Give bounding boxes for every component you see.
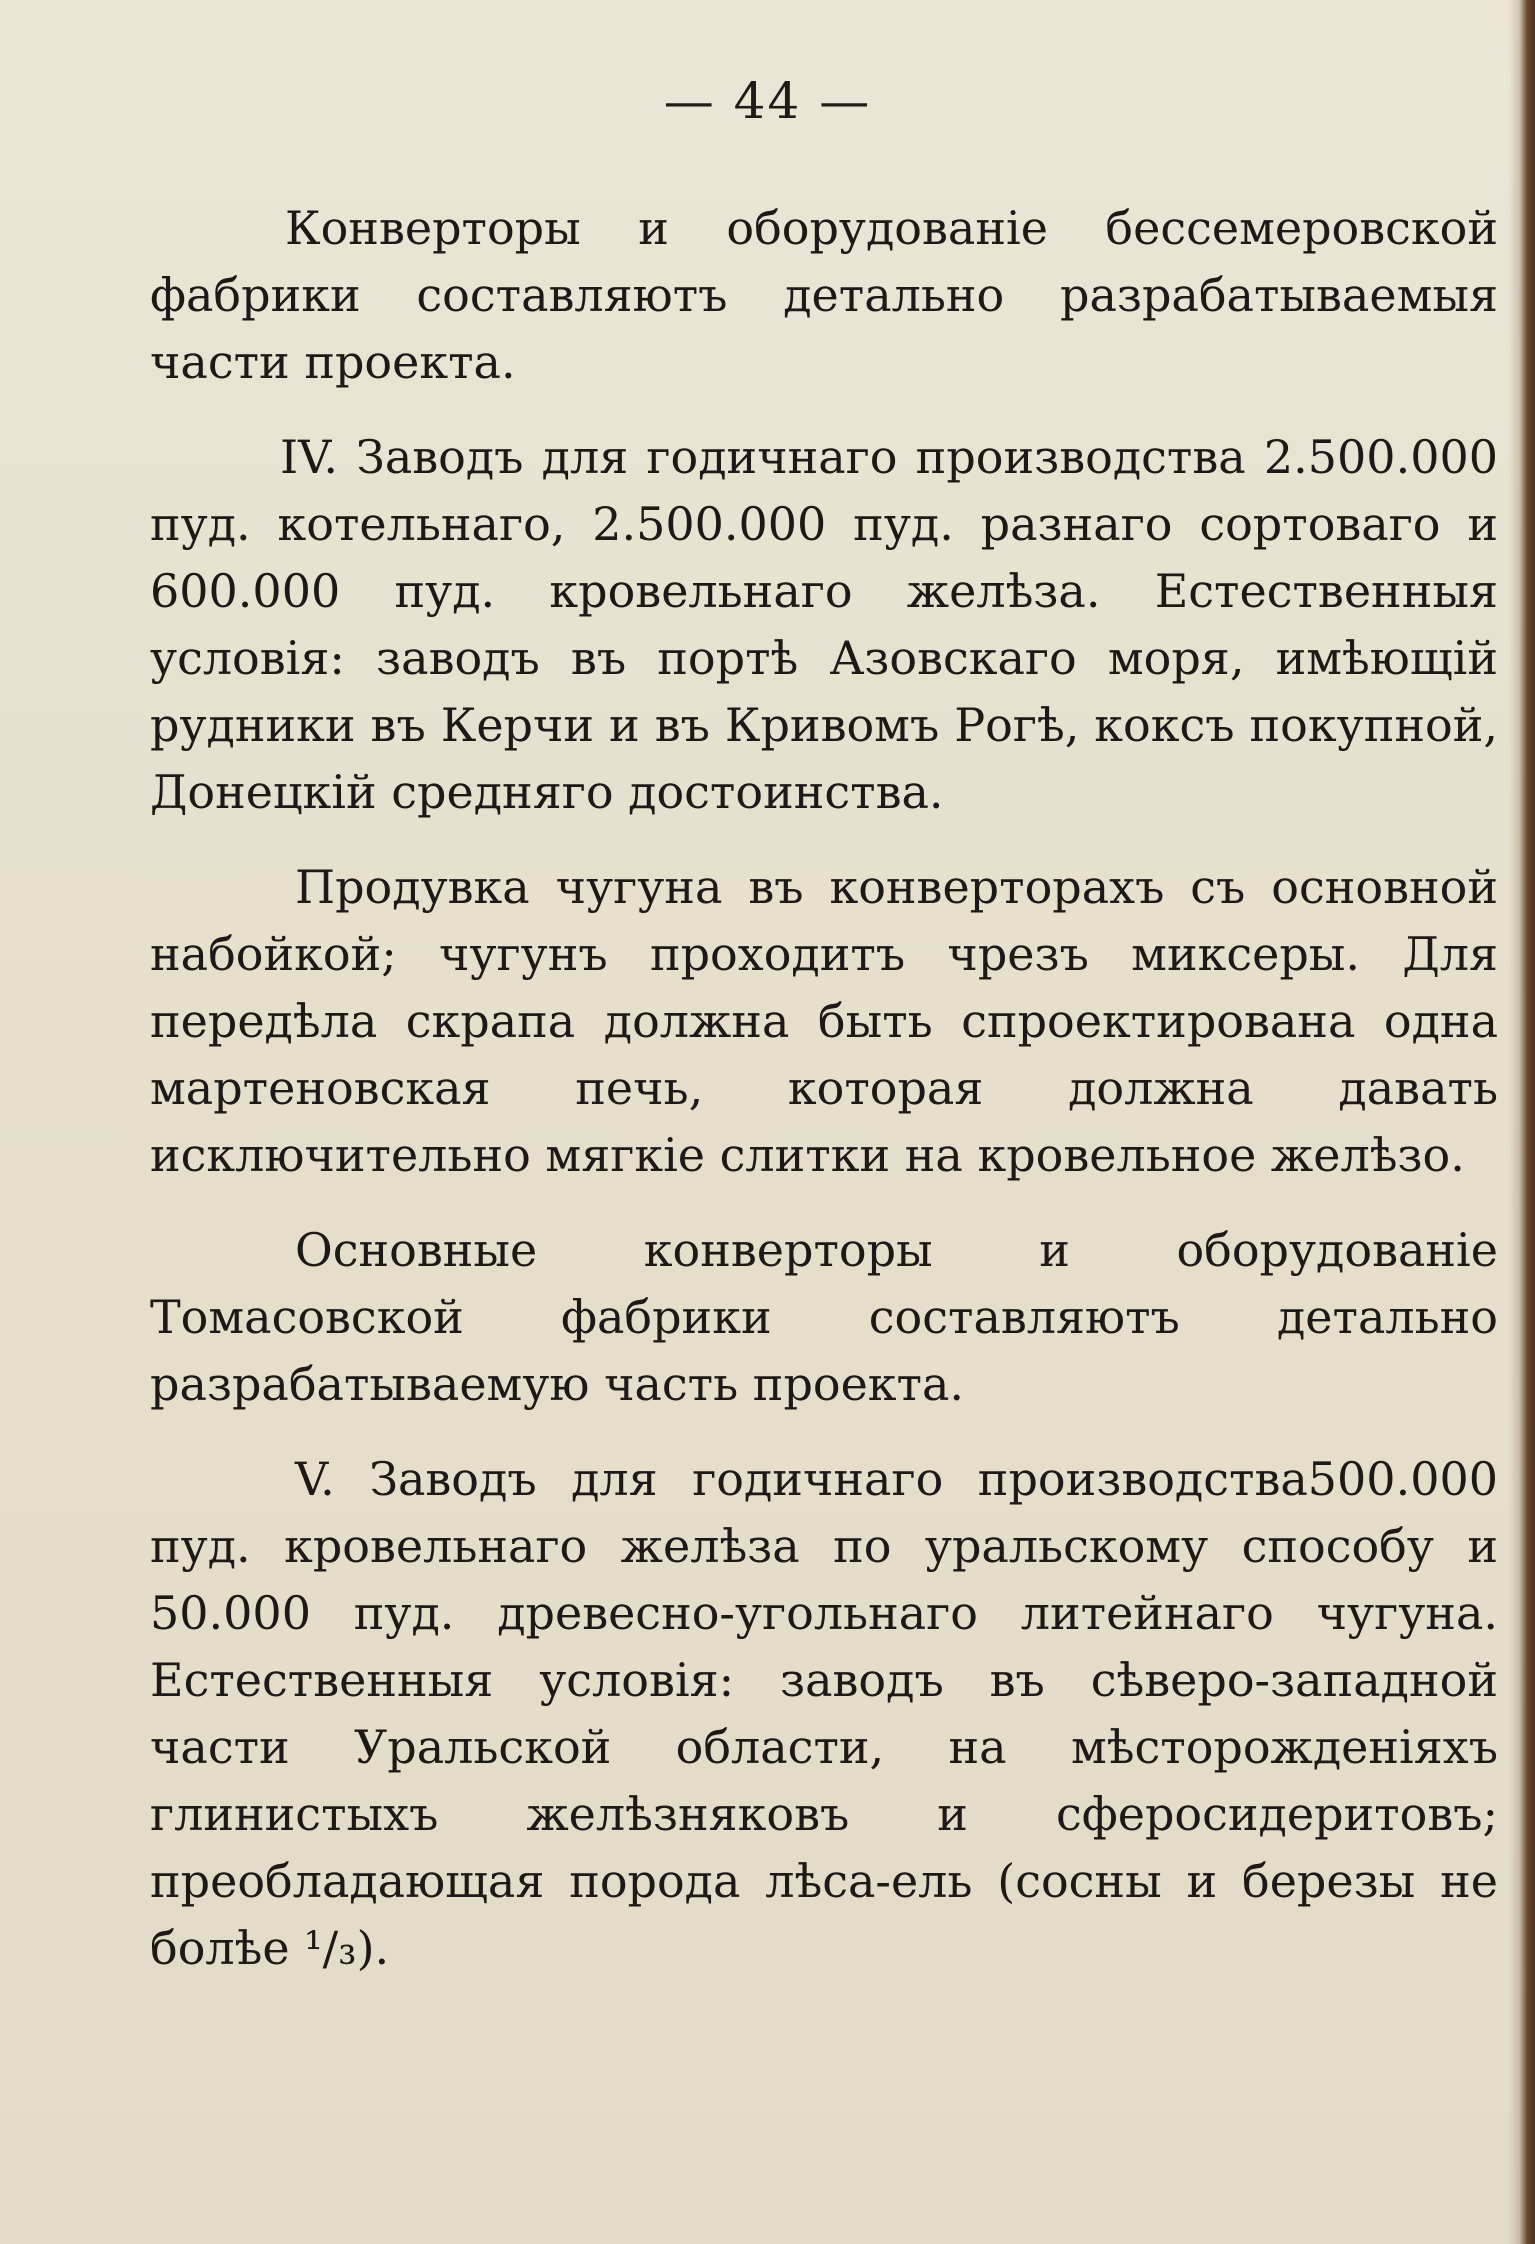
page-edge-shadow	[1509, 0, 1535, 2244]
paragraph-plant-iv: IV. Заводъ для годичнаго производства 2.500.000 пуд. котельнаго, 2.500.000 пуд. разнаго сортоваго и 600.000 пуд. кровельнаго желѣза. Естественныя условія: заводъ въ портѣ Азовскаго моря, имѣющій рудники въ Керчи и въ Кривомъ Рогѣ, коксъ покупной, Донецкій средняго достоинства.	[150, 430, 1498, 819]
page-body	[150, 195, 1498, 2010]
paragraph-bessemer-equipment: Конверторы и оборудованіе бессемеровской фабрики составляютъ детально разрабатываемыя части проекта.	[150, 201, 1498, 389]
page-number: — 44 —	[663, 72, 872, 130]
paragraph-thomas-equipment: Основные конверторы и оборудованіе Томасовской фабрики составляютъ детально разрабатываемую часть проекта.	[150, 1223, 1498, 1411]
paragraph-plant-v: V. Заводъ для годичнаго производства500.000 пуд. кровельнаго желѣза по уральскому способу и 50.000 пуд. древесно-угольнаго литейнаго чугуна. Естественныя условія: заводъ въ сѣверо-западной части Уральской области, на мѣсторожденіяхъ глинистыхъ желѣзняковъ и сферосидеритовъ; преобладающая порода лѣса-ель (сосны и березы не болѣе ¹/₃).	[150, 1452, 1498, 1975]
paragraph-converter-blowing: Продувка чугуна въ конверторахъ съ основной набойкой; чугунъ проходитъ чрезъ миксеры. Для передѣла скрапа должна быть спроектирована одна мартеновская печь, которая должна давать исключительно мягкіе слитки на кровельное желѣзо.	[150, 860, 1498, 1182]
